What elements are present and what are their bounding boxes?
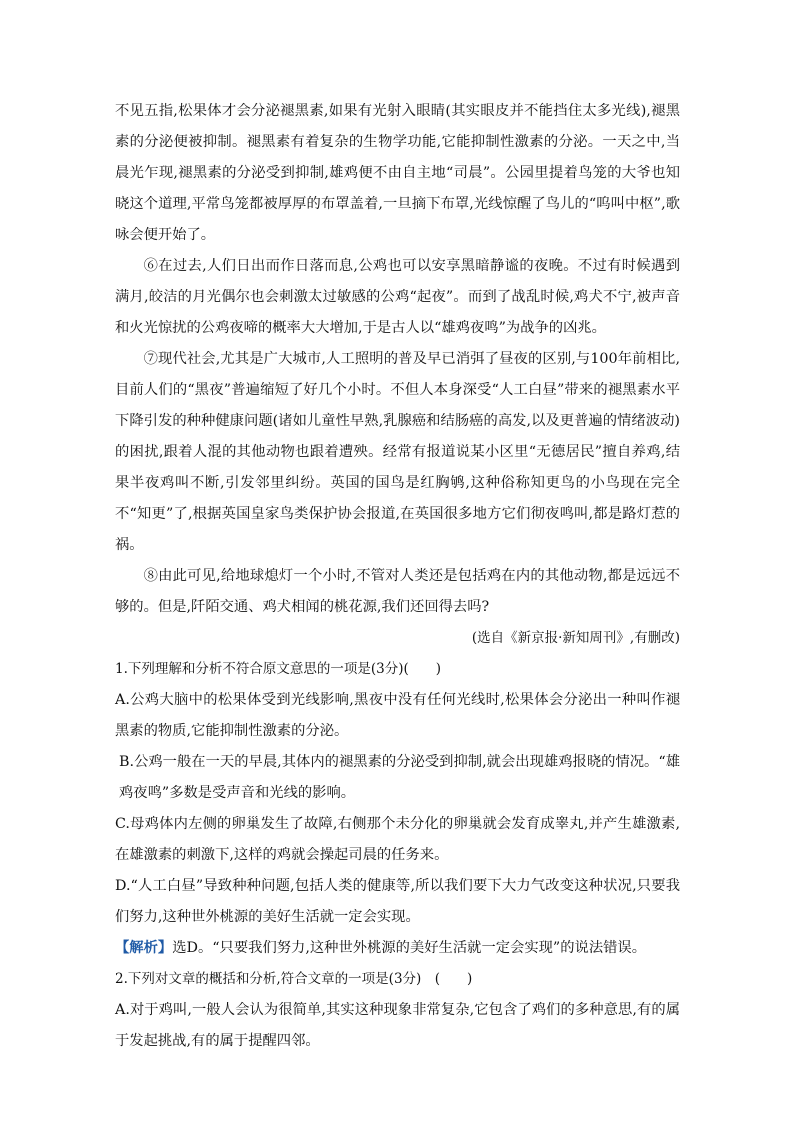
answer-text: 选D。“只要我们努力,这种世外桃源的美好生活就一定会实现”的说法错误。 [172, 940, 647, 956]
paragraph-7: ⑦现代社会,尤其是广大城市,人工照明的普及早已消弭了昼夜的区别,与100年前相比,目前人们的“黑夜”普遍缩短了好几个小时。不但人本身深受“人工白昼”带来的褪黑素水平下降引发的种种健康问题(诸如儿童性早熟,乳腺癌和结肠癌的高发,以及更普遍的情绪波动)的困扰,跟着人混的其他动物也跟着遭殃。经常有报道说某小区里“无德居民”擅自养鸡,结果半夜鸡叫不断,引发邻里纠纷。英国的国鸟是红胸鸲,这种俗称知更鸟的小鸟现在完全不“知更”了,根据英国皇家鸟类保护协会报道,在英国很多地方它们彻夜鸣叫,都是路灯惹的祸。 [115, 351, 680, 553]
question-1-stem: 1.下列理解和分析不符合原文意思的一项是(3分)( ) [115, 661, 442, 677]
question-2-stem: 2.下列对文章的概括和分析,符合文章的一项是(3分) ( ) [115, 971, 473, 987]
paragraph-5-continued: 不见五指,松果体才会分泌褪黑素,如果有光射入眼睛(其实眼皮并不能挡住太多光线),褪黑素的分泌便被抑制。褪黑素有着复杂的生物学功能,它能抑制性激素的分泌。一天之中,当晨光乍现,褪黑素的分泌受到抑制,雄鸡便不由自主地“司晨”。公园里提着鸟笼的大爷也知晓这个道理,平常鸟笼都被厚厚的布罩盖着,一旦摘下布罩,光线惊醒了鸟儿的“呜叫中枢”,歌咏会便开始了。 [115, 103, 680, 243]
question-1-option-a: A.公鸡大脑中的松果体受到光线影响,黑夜中没有任何光线时,松果体会分泌出一种叫作褪黑素的物质,它能抑制性激素的分泌。 [115, 692, 680, 739]
question-1-answer [115, 933, 680, 964]
answer-tag: 【解析】 [115, 940, 173, 956]
paragraph-8: ⑧由此可见,给地球熄灯一个小时,不管对人类还是包括鸡在内的其他动物,都是远远不够的。但是,阡陌交通、鸡犬相闻的桃花源,我们还回得去吗? [115, 568, 680, 615]
question-1-option-b: B.公鸡一般在一天的早晨,其体内的褪黑素的分泌受到抑制,就会出现雄鸡报晓的情况。“雄鸡夜鸣”多数是受声音和光线的影响。 [119, 754, 680, 801]
article-source: (选自《新京报·新知周刊》,有删改) [471, 630, 680, 646]
question-1-option-c: C.母鸡体内左侧的卵巢发生了故障,右侧那个未分化的卵巢就会发育成睾丸,并产生雄激素,在雄激素的刺激下,这样的鸡就会操起司晨的任务来。 [115, 816, 680, 863]
document-page [115, 96, 680, 1057]
paragraph-6: ⑥在过去,人们日出而作日落而息,公鸡也可以安享黑暗静谧的夜晚。不过有时候遇到满月,皎洁的月光偶尔也会刺激太过敏感的公鸡“起夜”。而到了战乱时候,鸡犬不宁,被声音和火光惊扰的公鸡夜啼的概率大大增加,于是古人以“雄鸡夜鸣”为战争的凶兆。 [115, 258, 680, 336]
question-1-option-d: D.“人工白昼”导致种种问题,包括人类的健康等,所以我们要下大力气改变这种状况,只要我们努力,这种世外桃源的美好生活就一定会实现。 [115, 878, 680, 925]
question-2-option-a: A.对于鸡叫,一般人会认为很简单,其实这种现象非常复杂,它包含了鸡们的多种意思,有的属于发起挑战,有的属于提醒四邻。 [115, 1002, 680, 1049]
